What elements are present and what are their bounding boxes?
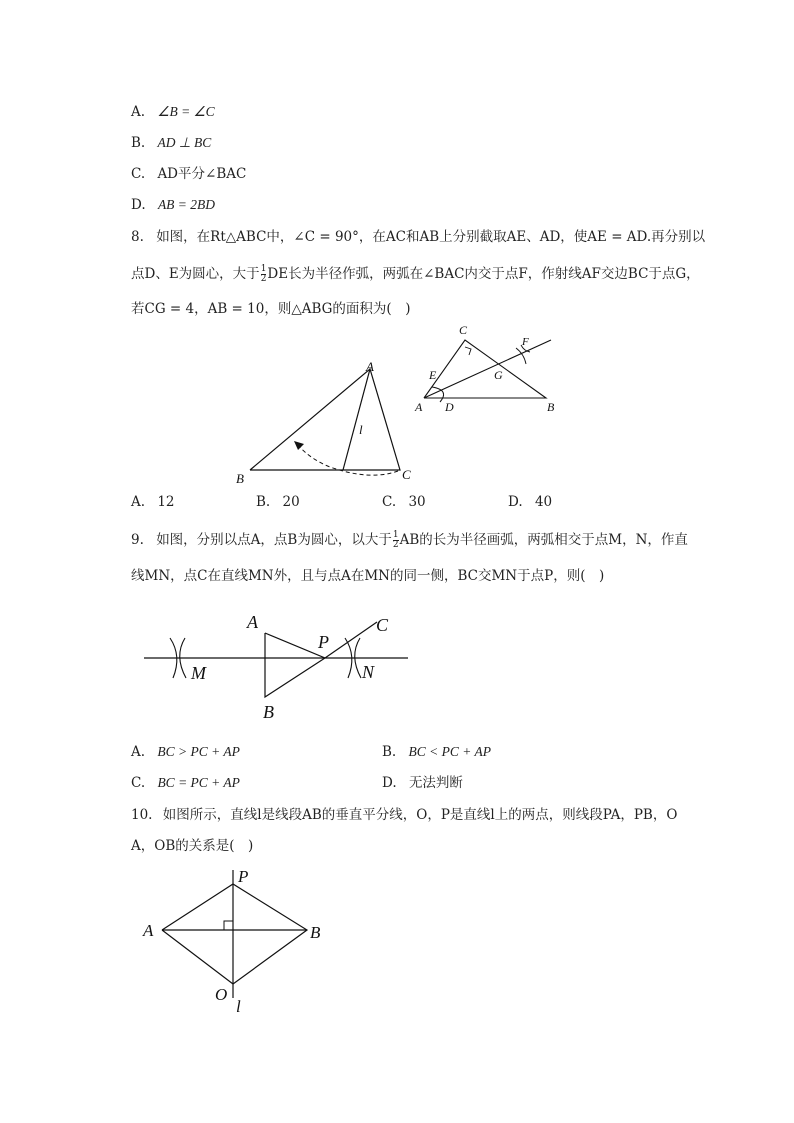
quadrilateral-apbo bbox=[162, 884, 307, 984]
label-b: B bbox=[236, 471, 244, 486]
option-text: 20 bbox=[282, 494, 300, 510]
label-p: P bbox=[318, 632, 329, 652]
q7-option-d bbox=[131, 195, 215, 215]
option-text: AD平分∠BAC bbox=[157, 166, 247, 182]
q10-stem-line-2 bbox=[131, 836, 253, 856]
option-text: 无法判断 bbox=[408, 775, 463, 791]
question-text: A，OB的关系是( ) bbox=[131, 838, 254, 854]
q7-option-c bbox=[131, 164, 246, 184]
label-a: A bbox=[247, 612, 258, 632]
label-a: A bbox=[415, 400, 423, 414]
q9-option-d bbox=[382, 773, 463, 793]
q9-figure bbox=[140, 608, 415, 726]
fraction-one-half bbox=[261, 265, 267, 284]
q9-option-a bbox=[131, 742, 240, 762]
question-number: 9. bbox=[131, 532, 144, 548]
question-text: 如图，分别以点A，点B为圆心，以大于 bbox=[156, 532, 392, 548]
q7-option-b bbox=[131, 133, 211, 153]
fold-line bbox=[343, 369, 370, 470]
question-text: 如图，在Rt△ABC中，∠C = 90°，在AC和AB上分别截取AE、AD，使AE = AD.再分别以 bbox=[156, 229, 706, 245]
q8-right-figure bbox=[408, 318, 558, 418]
label-c: C bbox=[402, 467, 411, 482]
label-a: A bbox=[366, 359, 374, 374]
option-text: BC < PC + AP bbox=[408, 744, 491, 759]
option-letter: D. bbox=[508, 494, 523, 510]
q8-option-a bbox=[131, 492, 175, 512]
question-text: 若CG = 4，AB = 10，则△ABG的面积为( ) bbox=[131, 301, 411, 317]
fraction-denominator: 2 bbox=[260, 274, 267, 284]
triangle-abc bbox=[250, 369, 400, 470]
q8-option-d bbox=[508, 492, 552, 512]
option-letter: B. bbox=[131, 135, 146, 151]
fraction-numerator: 1 bbox=[392, 530, 399, 540]
option-letter: B. bbox=[382, 744, 397, 760]
question-text: 如图所示，直线l是线段AB的垂直平分线，O，P是直线l上的两点，则线段PA，PB，O bbox=[162, 807, 678, 823]
label-f: F bbox=[522, 336, 529, 348]
option-letter: C. bbox=[131, 166, 146, 182]
option-text: 30 bbox=[408, 494, 426, 510]
q9-stem-line-1 bbox=[131, 530, 688, 550]
label-p: P bbox=[238, 867, 249, 886]
label-b: B bbox=[310, 923, 321, 942]
question-text: 点D、E为圆心，大于 bbox=[131, 266, 260, 282]
label-n: N bbox=[362, 662, 375, 682]
q8-left-figure bbox=[230, 355, 420, 487]
label-l: l bbox=[236, 997, 241, 1016]
option-text: 12 bbox=[157, 494, 175, 510]
q10-figure bbox=[140, 866, 330, 1018]
label-o: O bbox=[215, 985, 228, 1004]
option-text: AB = 2BD bbox=[157, 197, 216, 212]
fraction-one-half bbox=[393, 531, 399, 550]
option-letter: A. bbox=[131, 104, 146, 120]
label-m: M bbox=[191, 663, 206, 683]
label-g: G bbox=[494, 368, 503, 382]
label-b: B bbox=[263, 702, 274, 722]
question-text: 线MN，点C在直线MN外，且与点A在MN的同一侧，BC交MN于点P，则( ) bbox=[131, 568, 605, 584]
question-number: 10. bbox=[131, 807, 153, 823]
right-angle-mark-icon bbox=[224, 921, 233, 930]
option-text: 40 bbox=[534, 494, 553, 510]
option-text: ∠B = ∠C bbox=[157, 104, 215, 119]
label-a: A bbox=[143, 921, 154, 940]
triangle-apb bbox=[265, 633, 325, 697]
q8-stem-line-1 bbox=[131, 227, 705, 247]
option-letter: B. bbox=[256, 494, 271, 510]
option-letter: D. bbox=[131, 197, 146, 213]
fraction-denominator: 2 bbox=[392, 540, 399, 550]
q8-option-c bbox=[382, 492, 426, 512]
arc-mark-1 bbox=[516, 348, 526, 364]
ray-af bbox=[424, 340, 551, 398]
question-text: DE长为半径作弧，两弧在∠BAC内交于点F，作射线AF交边BC于点G， bbox=[267, 266, 700, 282]
option-letter: A. bbox=[131, 494, 146, 510]
right-angle-mark-icon bbox=[465, 347, 471, 355]
q9-option-b bbox=[382, 742, 491, 762]
fraction-numerator: 1 bbox=[260, 264, 267, 274]
option-text: BC = PC + AP bbox=[157, 775, 240, 790]
option-letter: A. bbox=[131, 744, 146, 760]
label-d: D bbox=[445, 400, 454, 414]
q10-stem-line-1 bbox=[131, 805, 677, 825]
label-c: C bbox=[376, 615, 389, 635]
option-letter: C. bbox=[382, 494, 397, 510]
q8-stem-line-2 bbox=[131, 264, 700, 284]
question-text: AB的长为半径画弧，两弧相交于点M，N，作直 bbox=[399, 532, 688, 548]
q8-option-b bbox=[256, 492, 300, 512]
question-number: 8. bbox=[131, 229, 144, 245]
option-text: BC > PC + AP bbox=[157, 744, 240, 759]
q7-option-a bbox=[131, 102, 215, 122]
option-text: AD ⊥ BC bbox=[157, 135, 212, 150]
label-l: l bbox=[359, 422, 363, 437]
label-c: C bbox=[459, 323, 468, 337]
q8-stem-line-3 bbox=[131, 299, 410, 319]
label-e: E bbox=[429, 368, 437, 382]
option-letter: C. bbox=[131, 775, 146, 791]
q9-stem-line-2 bbox=[131, 566, 604, 586]
q9-option-c bbox=[131, 773, 240, 793]
label-b: B bbox=[547, 400, 555, 414]
option-letter: D. bbox=[382, 775, 397, 791]
arrow-head-icon bbox=[294, 441, 304, 450]
